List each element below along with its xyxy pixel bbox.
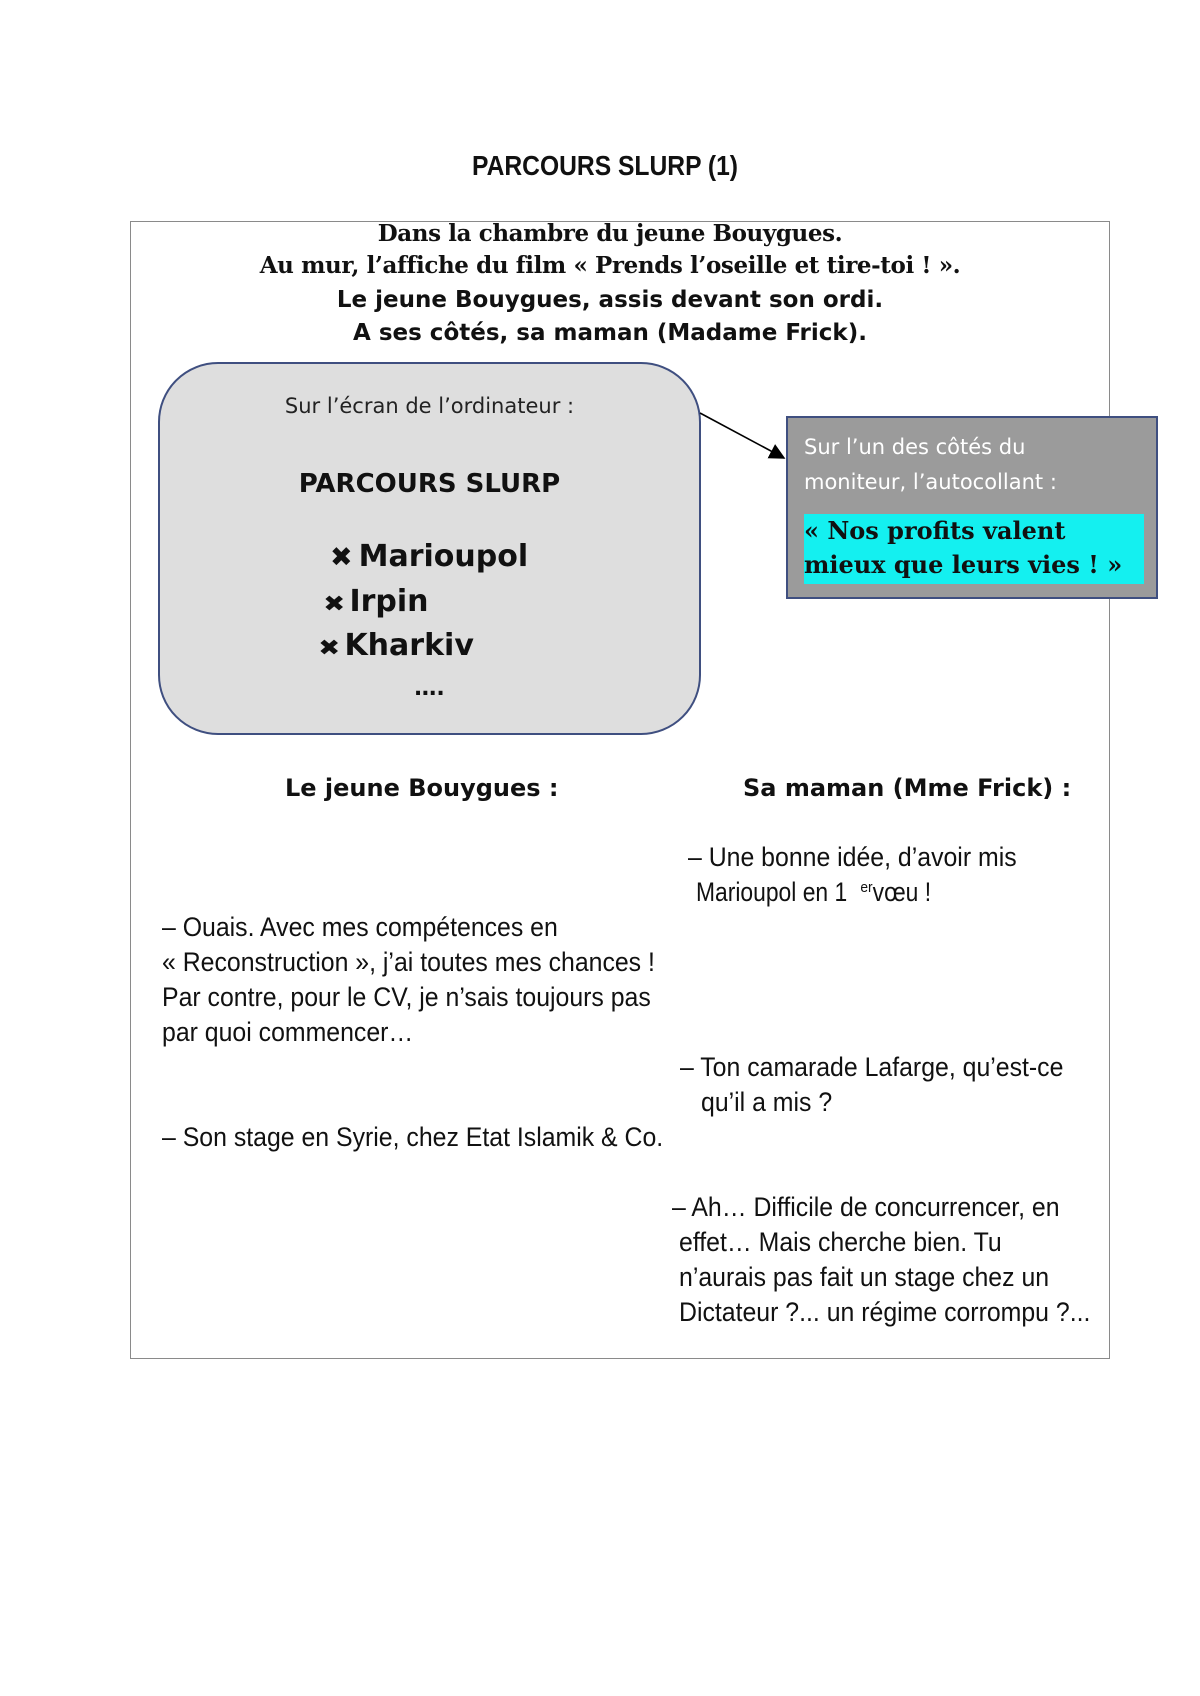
dialogue-line: qu’il a mis ? (701, 1087, 833, 1117)
sticker-intro-line-2: moniteur, l’autocollant : (804, 470, 1057, 494)
screen-ellipsis: …. (414, 676, 445, 701)
sticker-intro (804, 430, 1144, 500)
dialogue-line: – Ton camarade Lafarge, qu’est-ce (680, 1052, 1064, 1082)
cross-icon: ✖ (318, 636, 341, 661)
scene-line-2: Au mur, l’affiche du film « Prends l’oseille et tire-toi ! ». (259, 252, 961, 279)
column-heading-mother: Sa maman (Mme Frick) : (743, 774, 1072, 802)
sticker-intro-line-1: Sur l’un des côtés du (804, 435, 1026, 459)
sticker-quote (804, 514, 1144, 584)
screen-title: PARCOURS SLURP (298, 469, 561, 499)
ordinal-suffix: er (860, 879, 873, 896)
city-item-kharkiv (320, 628, 474, 663)
sticker-callout-box (786, 416, 1158, 599)
cross-icon: ✖ (323, 592, 346, 617)
city-name: Irpin (349, 584, 429, 619)
sticker-quote-line-2: mieux que leurs vies ! » (804, 550, 1123, 579)
computer-screen-box (158, 362, 701, 735)
dialogue-line: – Une bonne idée, d’avoir mis (688, 842, 1017, 872)
dialogue-line: Marioupol en 1 (696, 877, 848, 907)
dialogue-son-2 (162, 1120, 707, 1155)
city-name: Kharkiv (344, 628, 474, 663)
screen-caption: Sur l’écran de l’ordinateur : (284, 394, 575, 418)
dialogue-mother-2 (680, 1050, 1097, 1120)
scene-line-1: Dans la chambre du jeune Bouygues. (377, 220, 843, 247)
city-item-marioupol (330, 539, 528, 574)
dialogue-line: – Son stage en Syrie, chez Etat Islamik & Co. (162, 1122, 664, 1152)
city-name: Marioupol (358, 539, 529, 574)
dialogue-line: « Reconstruction », j’ai toutes mes chances ! (162, 947, 655, 977)
dialogue-line: – Ouais. Avec mes compétences en (162, 912, 558, 942)
dialogue-line: Dictateur ?... un régime corrompu ?... (679, 1297, 1091, 1327)
dialogue-line: – Ah… Difficile de concurrencer, en (672, 1192, 1060, 1222)
dialogue-line: par quoi commencer… (162, 1017, 414, 1047)
dialogue-line: effet… Mais cherche bien. Tu (679, 1227, 1002, 1257)
dialogue-line: vœu ! (872, 877, 932, 907)
cross-icon: ✖ (330, 542, 353, 573)
document-title: PARCOURS SLURP (1) (471, 150, 739, 181)
city-item-irpin (325, 584, 429, 619)
scene-line-4: A ses côtés, sa maman (Madame Frick). (353, 320, 867, 346)
dialogue-son-1 (162, 910, 698, 1050)
dialogue-line: Par contre, pour le CV, je n’sais toujours pas (162, 982, 651, 1012)
column-heading-son: Le jeune Bouygues : (285, 774, 559, 802)
dialogue-mother-1 (688, 840, 1045, 910)
sticker-quote-line-1: « Nos profits valent (804, 516, 1066, 545)
dialogue-line: n’aurais pas fait un stage chez un (679, 1262, 1050, 1292)
dialogue-mother-3 (672, 1190, 1126, 1330)
scene-line-3: Le jeune Bouygues, assis devant son ordi. (336, 287, 884, 313)
